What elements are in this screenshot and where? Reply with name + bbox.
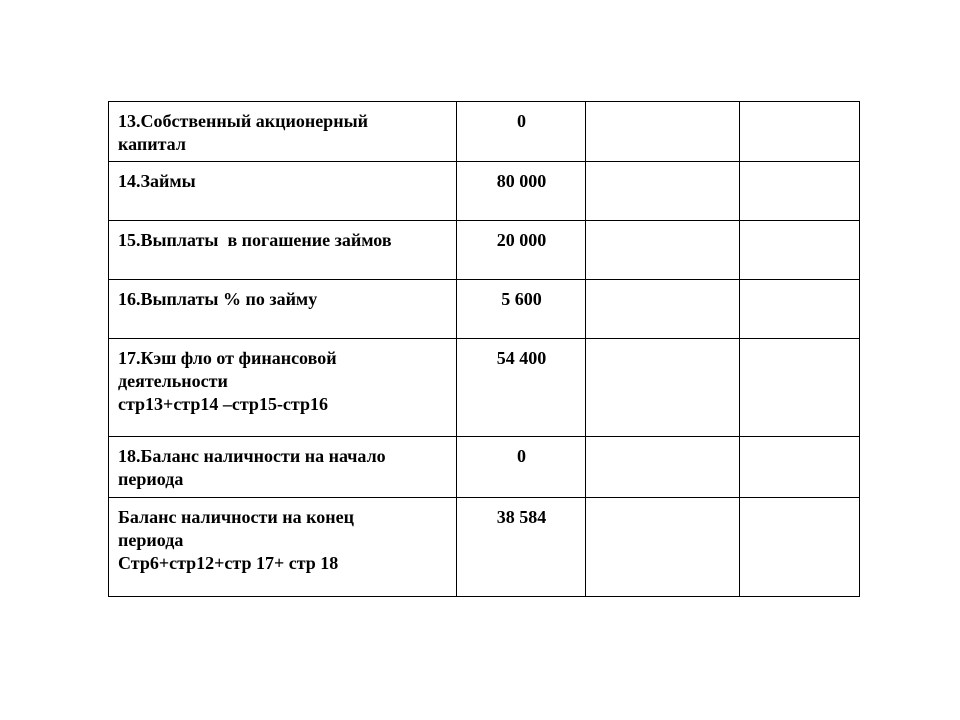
cash-flow-table [108,101,860,597]
row-label [109,221,457,280]
row-value: 38 584 [457,498,586,597]
row-label [109,339,457,437]
row-value: 0 [457,102,586,162]
row-label-line: 16.Выплаты % по займу [118,289,318,309]
row-label-line: 17.Кэш фло от финансовой [118,348,337,368]
row-label [109,280,457,339]
empty-cell [586,280,740,339]
row-label [109,498,457,597]
empty-cell [740,339,860,437]
row-label-line: 15.Выплаты в погашение займов [118,230,392,250]
row-value: 20 000 [457,221,586,280]
row-label-line: 14.Займы [118,171,196,191]
table-row [109,102,860,162]
row-label [109,162,457,221]
empty-cell [740,280,860,339]
empty-cell [586,498,740,597]
row-label-line: капитал [118,134,186,154]
row-label-line: периода [118,469,184,489]
row-label-line: 18.Баланс наличности на начало [118,446,386,466]
row-label-line: деятельности [118,371,228,391]
table-row [109,280,860,339]
row-label-line: 13.Собственный акционерный [118,111,368,131]
empty-cell [740,498,860,597]
row-label [109,102,457,162]
row-label-line: стр13+стр14 –стр15-стр16 [118,394,328,414]
empty-cell [740,221,860,280]
row-label-line: Стр6+стр12+стр 17+ стр 18 [118,553,339,573]
empty-cell [586,221,740,280]
empty-cell [586,162,740,221]
empty-cell [586,339,740,437]
table-row [109,162,860,221]
row-label [109,437,457,498]
table-row [109,339,860,437]
row-value: 5 600 [457,280,586,339]
empty-cell [740,102,860,162]
table-row [109,498,860,597]
empty-cell [740,162,860,221]
row-label-line: Баланс наличности на конец [118,507,354,527]
empty-cell [586,102,740,162]
row-value: 80 000 [457,162,586,221]
empty-cell [586,437,740,498]
row-value: 54 400 [457,339,586,437]
row-label-line: периода [118,530,184,550]
empty-cell [740,437,860,498]
row-value: 0 [457,437,586,498]
table-row [109,437,860,498]
table-row [109,221,860,280]
